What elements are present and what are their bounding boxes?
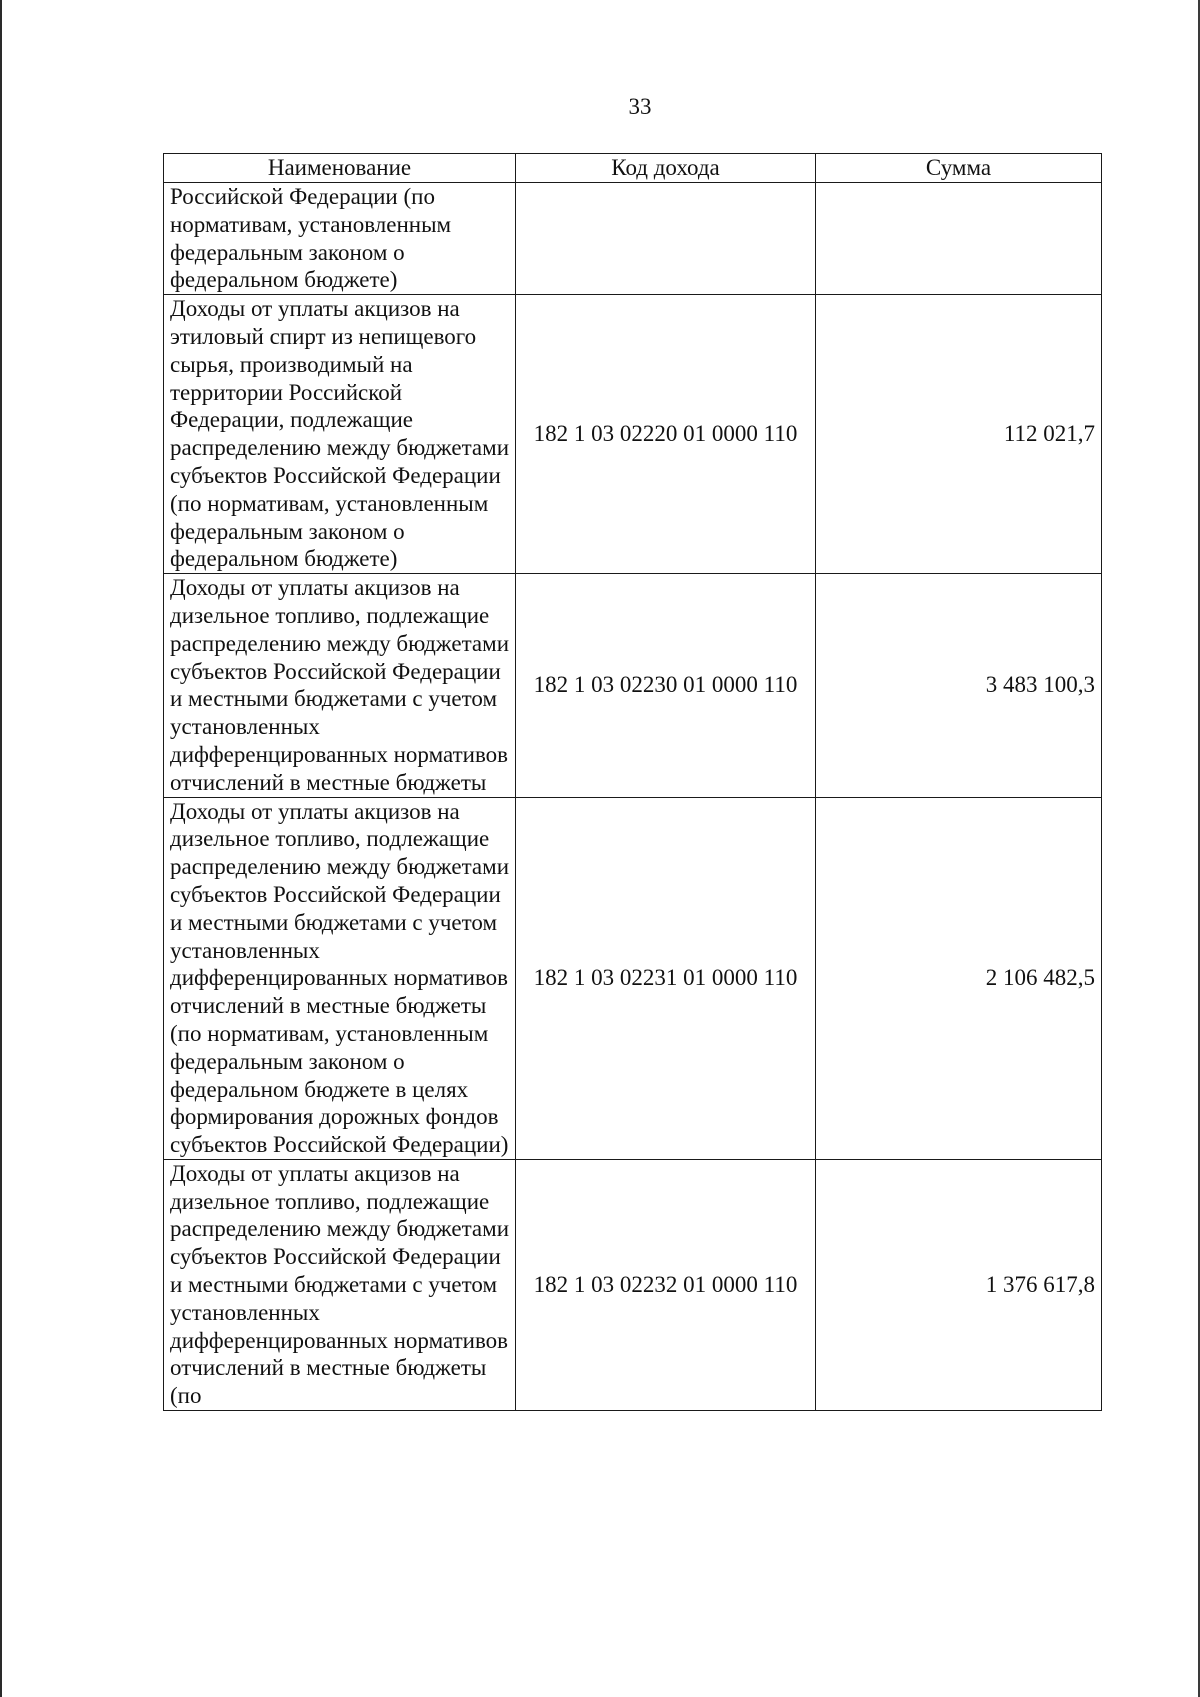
row-sum: 1 376 617,8 xyxy=(816,1159,1102,1410)
header-sum: Сумма xyxy=(816,154,1102,183)
row-name: Доходы от уплаты акцизов на дизельное топливо, подлежащие распределению между бюджетами субъектов Российской Федерации и местными бюджетами с учетом установленных дифференцированных нормативов отчислений в местные бюджеты (по нормативам, установленным федеральным законом о федеральном бюджете в целях формирования дорожных фондов субъектов Российской Федерации) xyxy=(164,797,516,1159)
row-sum xyxy=(816,183,1102,295)
row-code: 182 1 03 02231 01 0000 110 xyxy=(516,797,816,1159)
scan-edge-left xyxy=(0,0,2,1697)
row-sum: 112 021,7 xyxy=(816,295,1102,574)
page-number: 33 xyxy=(628,94,652,119)
header-code: Код дохода xyxy=(516,154,816,183)
row-name: Доходы от уплаты акцизов на дизельное топливо, подлежащие распределению между бюджетами субъектов Российской Федерации и местными бюджетами с учетом установленных дифференцированных нормативов отчислений в местные бюджеты xyxy=(164,574,516,797)
table-row xyxy=(164,183,1102,295)
table-header-row xyxy=(164,154,1102,183)
table-row xyxy=(164,1159,1102,1410)
row-code: 182 1 03 02220 01 0000 110 xyxy=(516,295,816,574)
row-code: 182 1 03 02230 01 0000 110 xyxy=(516,574,816,797)
row-name: Доходы от уплаты акцизов на дизельное топливо, подлежащие распределению между бюджетами субъектов Российской Федерации и местными бюджетами с учетом установленных дифференцированных нормативов отчислений в местные бюджеты (по xyxy=(164,1159,516,1410)
row-name: Российской Федерации (по нормативам, установленным федеральным законом о федеральном бюджете) xyxy=(164,183,516,295)
table-row xyxy=(164,295,1102,574)
row-name: Доходы от уплаты акцизов на этиловый спирт из непищевого сырья, производимый на территории Российской Федерации, подлежащие распределению между бюджетами субъектов Российской Федерации (по нормативам, установленным федеральным законом о федеральном бюджете) xyxy=(164,295,516,574)
row-code: 182 1 03 02232 01 0000 110 xyxy=(516,1159,816,1410)
row-sum: 3 483 100,3 xyxy=(816,574,1102,797)
row-code xyxy=(516,183,816,295)
header-name: Наименование xyxy=(164,154,516,183)
table-row xyxy=(164,574,1102,797)
revenue-table xyxy=(163,153,1102,1411)
table-row xyxy=(164,797,1102,1159)
row-sum: 2 106 482,5 xyxy=(816,797,1102,1159)
